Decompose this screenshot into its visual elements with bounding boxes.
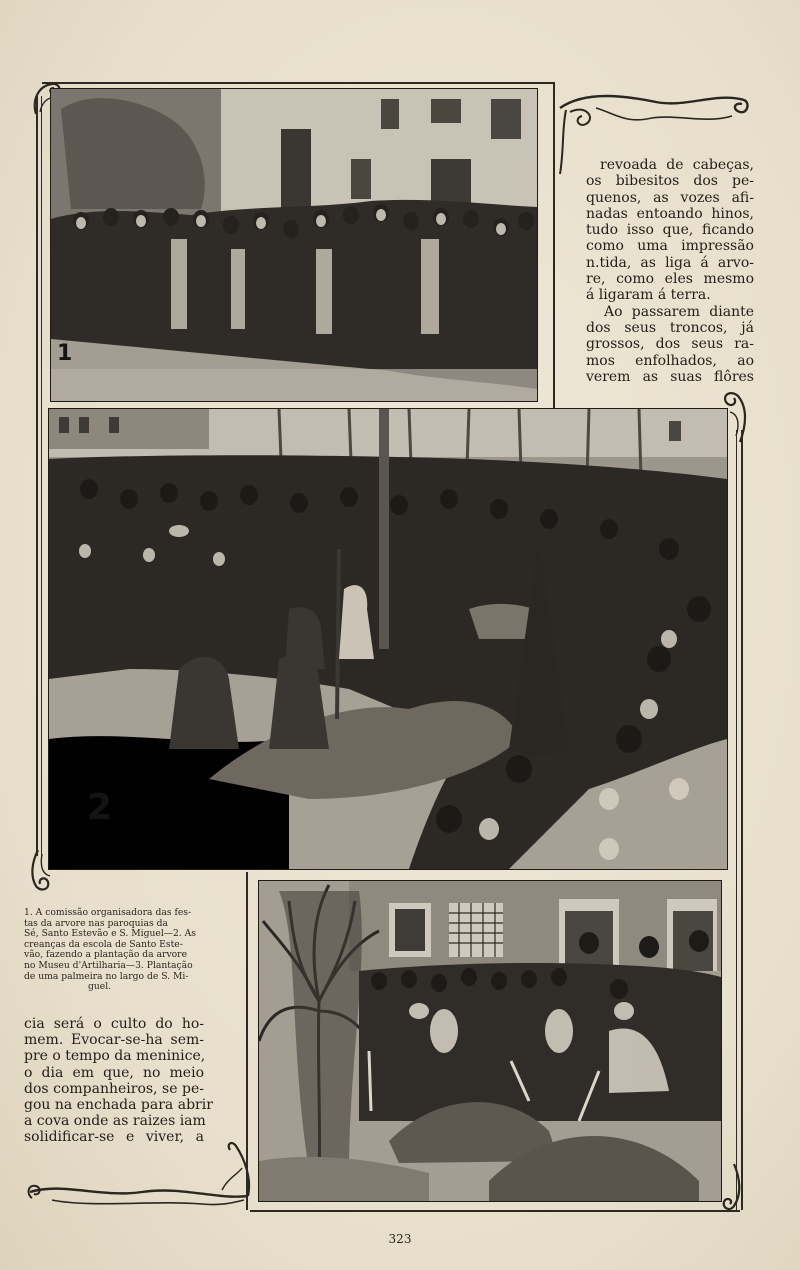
text-line: grossos, dos seus ra-	[586, 336, 754, 353]
text-line: a cova onde as raizes iam	[24, 1113, 206, 1130]
frame-right-line-inner	[736, 430, 737, 1210]
frame-top-line	[42, 82, 555, 84]
text-line: como uma impressão	[586, 238, 754, 255]
frame-right-line	[741, 430, 743, 1210]
left-column-text	[24, 1016, 213, 1146]
bottom-left-scroll-ornament	[22, 1138, 254, 1212]
text-line: n.tida, as liga á arvo-	[586, 254, 754, 271]
text-line: mem. Evocar-se-ha sem-	[24, 1032, 204, 1049]
photo-3-palm-planting	[258, 880, 722, 1202]
caption-line: tas da arvore nas paroquias da	[24, 917, 168, 929]
photo-2-number: 2	[87, 787, 113, 828]
text-line: nadas entoando hinos,	[586, 205, 754, 222]
text-line: pre o tempo da meninice,	[24, 1048, 206, 1065]
text-line: solidificar-se e viver, a	[24, 1129, 204, 1146]
text-line: revoada de cabeças,	[600, 157, 754, 173]
photo-caption	[24, 908, 238, 993]
text-line: os bibesitos dos pe-	[586, 173, 754, 190]
caption-line: guel.	[88, 981, 112, 993]
text-line: dos companheiros, se pe-	[24, 1080, 204, 1097]
photo-1-commission-group	[50, 88, 538, 402]
page-number: 323	[388, 1232, 412, 1246]
text-line: o dia em que, no meio	[24, 1064, 204, 1081]
text-line: dos seus troncos, já	[586, 319, 754, 336]
text-line: gou na enchada para abrir	[24, 1097, 213, 1114]
right-column-text	[586, 157, 754, 385]
text-line: quenos, as vozes afi-	[586, 189, 754, 206]
frame-left-line-inner	[41, 96, 42, 856]
photo-1-number: 1	[57, 341, 73, 366]
caption-line: 1. A comissão organisadora das fes-	[24, 907, 192, 918]
text-line: tudo isso que, ficando	[586, 222, 754, 239]
frame-bottom-line	[250, 1210, 740, 1212]
caption-line: no Museu d'Artilharia—3. Plantação	[24, 959, 193, 971]
frame-mid-vertical	[553, 84, 555, 410]
text-line: verem as suas flôres	[586, 368, 754, 385]
frame-left-line	[36, 96, 38, 856]
text-line: re, como eles mesmo	[586, 271, 754, 288]
caption-line: Sé, Santo Estevão e S. Miguel—2. As	[24, 928, 196, 940]
caption-line: de uma palmeira no largo de S. Mi-	[24, 970, 189, 982]
text-line: mos enfolhados, ao	[586, 352, 754, 369]
text-line: Ao passarem diante	[604, 303, 754, 320]
caption-line: creanças da escola de Santo Este-	[24, 938, 183, 950]
text-line: cia será o culto do ho-	[24, 1016, 204, 1032]
text-line: á ligaram á terra.	[586, 287, 711, 304]
photo-2-children-planting	[48, 408, 728, 870]
caption-line: vão, fazendo a plantação da arvore	[24, 949, 188, 961]
